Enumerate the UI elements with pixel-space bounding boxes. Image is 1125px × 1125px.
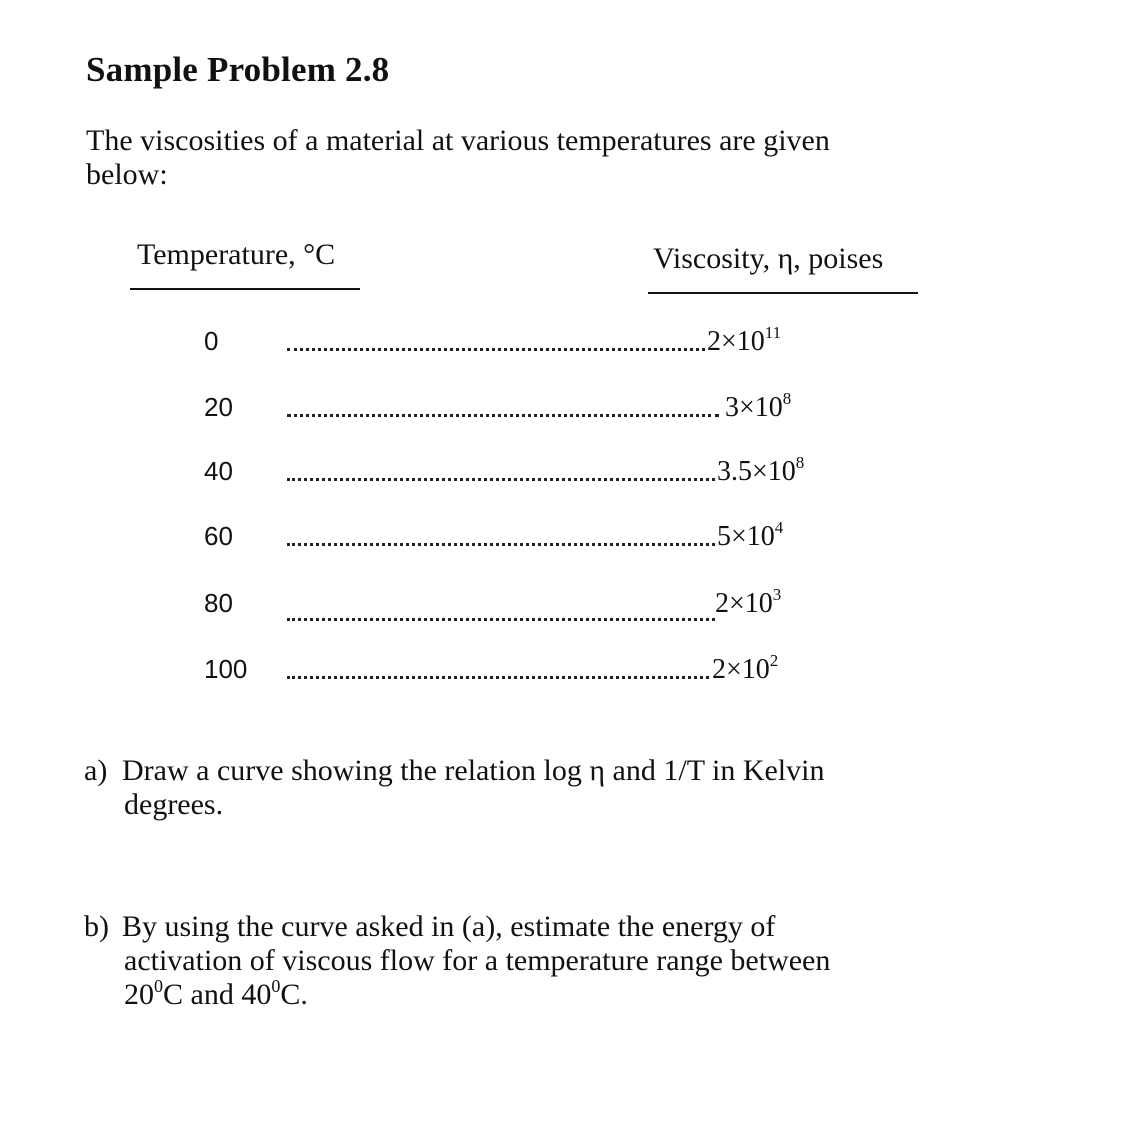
viscosity-column-header: Viscosity, η, poises	[653, 242, 884, 275]
temperature-value: 60	[204, 521, 233, 551]
viscosity-value: $5\times 10^4$	[717, 518, 784, 552]
temperature-column-header: Temperature, °C	[137, 238, 336, 271]
viscosity-value: $2\times 10^2$	[712, 651, 779, 685]
leader-dots	[287, 348, 705, 351]
temperature-value: 40	[204, 456, 233, 486]
question-a-label: a)	[84, 754, 108, 787]
intro-line-2: below:	[86, 158, 168, 191]
question-b-line-3: $20^0C$ and $40^0C$.	[124, 976, 308, 1011]
question-a-line-2: degrees.	[124, 788, 224, 821]
viscosity-value: $3\times 10^8$	[725, 389, 792, 423]
question-b	[84, 910, 974, 1015]
table-row	[0, 453, 1125, 496]
temperature-header-rule	[130, 288, 360, 290]
viscosity-value: $2\times 10^3$	[715, 585, 782, 619]
leader-dots	[287, 676, 709, 679]
question-b-line-2: activation of viscous flow for a temperature range between	[124, 944, 831, 977]
temperature-value: 100	[204, 654, 248, 684]
leader-dots	[287, 478, 715, 481]
viscosity-value: $3.5\times 10^8$	[717, 453, 805, 487]
intro-paragraph	[86, 124, 986, 192]
intro-line-1: The viscosities of a material at various temperatures are given	[86, 124, 830, 157]
question-b-line-1: By using the curve asked in (a), estimate the energy of	[122, 910, 776, 943]
viscosity-value: $2\times 10^{11}$	[707, 323, 782, 357]
leader-dots	[287, 618, 715, 621]
table-row	[0, 323, 1125, 366]
temperature-value: 0	[204, 326, 219, 356]
viscosity-header-rule	[648, 292, 918, 294]
question-a-line-1: Draw a curve showing the relation log η and 1/T in Kelvin	[122, 754, 825, 787]
leader-dots	[287, 414, 719, 417]
temperature-value: 20	[204, 392, 233, 422]
table-row	[0, 651, 1125, 694]
page-title: Sample Problem 2.8	[86, 50, 390, 89]
table-row	[0, 585, 1125, 628]
question-b-label: b)	[84, 910, 109, 943]
table-row	[0, 518, 1125, 561]
leader-dots	[287, 543, 715, 546]
table-row	[0, 389, 1125, 432]
temperature-value: 80	[204, 588, 233, 618]
question-a	[84, 754, 974, 822]
